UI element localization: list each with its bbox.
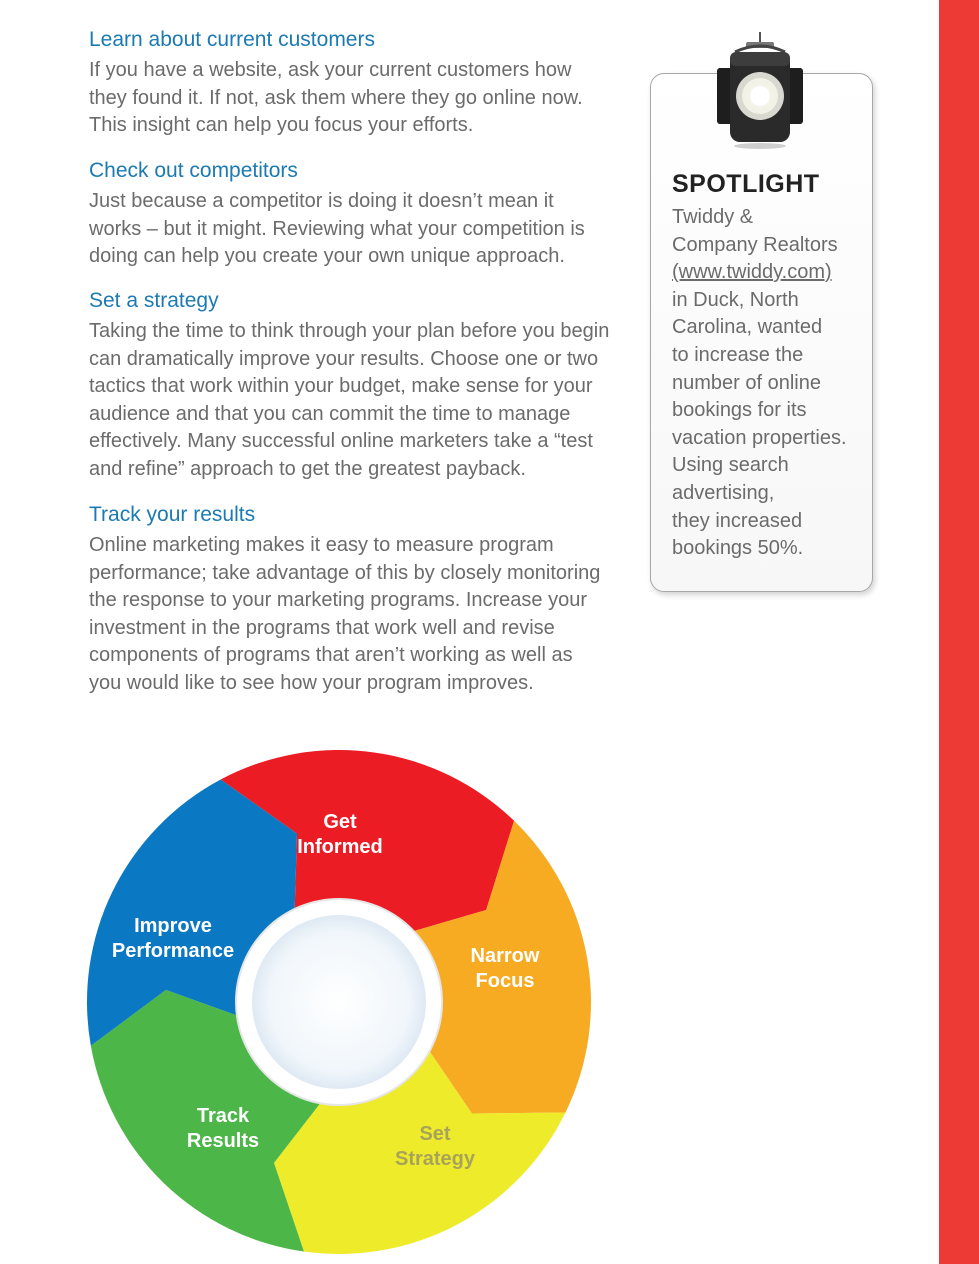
section-body: Just because a competitor is doing it doesn’t mean it works – but it might. Reviewing what your competition is doing can help you create your own unique approach.	[89, 190, 585, 267]
section-competitors	[89, 158, 629, 271]
section-body: If you have a website, ask your current customers how they found it. If not, ask them where they go online now. This insight can help you focus your efforts.	[89, 59, 583, 136]
section-track-results	[89, 502, 629, 697]
section-body: Taking the time to think through your plan before you begin can dramatically improve your results. Choose one or two tactics that work within your budget, make sense for your audience and that you can commit the time to manage effectively. Many successful online marketers take a “test and refine” approach to get the greatest payback.	[89, 320, 610, 480]
spotlight-title: SPOTLIGHT	[672, 170, 820, 198]
section-learn-customers	[89, 27, 629, 140]
cycle-segment-label: Set Strategy	[394, 1123, 476, 1170]
marketing-cycle-diagram	[80, 740, 600, 1260]
cycle-segment-label: Get Informed	[297, 811, 383, 858]
spotlight-lamp-icon	[705, 30, 815, 150]
spotlight-body: Twiddy & Company Realtors (www.twiddy.com) in Duck, North Carolina, wanted to increase the number of online bookings for its vacation properties. Using search advertising, they increased bookings 50%.	[672, 206, 847, 560]
cycle-segment-label: Track Results	[186, 1105, 260, 1152]
section-heading: Check out competitors	[89, 159, 298, 182]
cycle-hub	[252, 915, 426, 1089]
side-accent-bar	[939, 0, 979, 1264]
cycle-segment-label: Improve Performance	[111, 915, 235, 962]
website-link[interactable]: (www.twiddy.com)	[672, 261, 832, 284]
section-heading: Set a strategy	[89, 289, 219, 312]
section-strategy	[89, 288, 629, 483]
section-heading: Learn about current customers	[89, 28, 375, 51]
cycle-segment-label: Narrow Focus	[470, 945, 540, 992]
section-heading: Track your results	[89, 503, 256, 526]
section-body: Online marketing makes it easy to measure program performance; take advantage of this by closely monitoring the response to your marketing programs. Increase your investment in the programs that work well and revise components of programs that aren’t working as well as you would like to see how your program improves.	[89, 534, 601, 694]
